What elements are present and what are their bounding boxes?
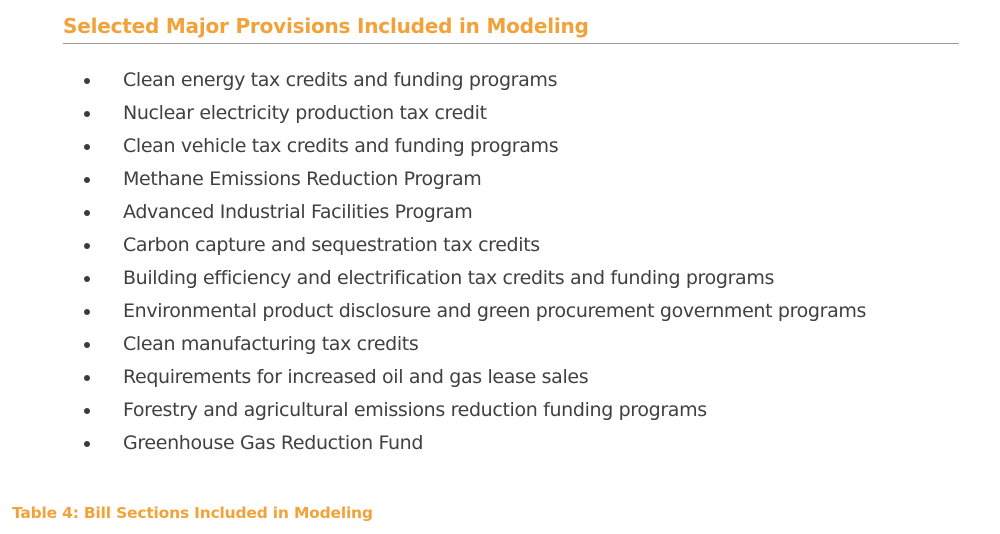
- bullet-icon: [84, 441, 90, 447]
- list-item: [0, 394, 866, 427]
- list-item-text: Clean manufacturing tax credits: [123, 333, 419, 355]
- bullet-icon: [84, 144, 90, 150]
- list-item-text: Carbon capture and sequestration tax credits: [123, 234, 540, 256]
- list-item: [0, 262, 866, 295]
- list-item: [0, 295, 866, 328]
- section-heading: Selected Major Provisions Included in Modeling: [63, 14, 589, 38]
- list-item: [0, 97, 866, 130]
- list-item: [0, 64, 866, 97]
- provisions-list: [0, 64, 866, 460]
- list-item-text: Advanced Industrial Facilities Program: [123, 201, 473, 223]
- list-item-text: Greenhouse Gas Reduction Fund: [123, 432, 424, 454]
- list-item-text: Clean vehicle tax credits and funding programs: [123, 135, 559, 157]
- bullet-icon: [84, 243, 90, 249]
- bullet-icon: [84, 210, 90, 216]
- bullet-icon: [84, 342, 90, 348]
- list-item: [0, 328, 866, 361]
- bullet-icon: [84, 78, 90, 84]
- list-item-text: Forestry and agricultural emissions reduction funding programs: [123, 399, 707, 421]
- table-caption: Table 4: Bill Sections Included in Modeling: [12, 504, 373, 522]
- list-item: [0, 427, 866, 460]
- heading-divider: [63, 43, 959, 44]
- bullet-icon: [84, 111, 90, 117]
- list-item: [0, 361, 866, 394]
- list-item-text: Nuclear electricity production tax credit: [123, 102, 487, 124]
- list-item-text: Requirements for increased oil and gas lease sales: [123, 366, 589, 388]
- list-item-text: Clean energy tax credits and funding programs: [123, 69, 558, 91]
- bullet-icon: [84, 408, 90, 414]
- list-item: [0, 163, 866, 196]
- list-item: [0, 229, 866, 262]
- bullet-icon: [84, 375, 90, 381]
- list-item-text: Environmental product disclosure and green procurement government programs: [123, 300, 867, 322]
- bullet-icon: [84, 177, 90, 183]
- list-item-text: Methane Emissions Reduction Program: [123, 168, 482, 190]
- list-item: [0, 130, 866, 163]
- bullet-icon: [84, 309, 90, 315]
- list-item-text: Building efficiency and electrification tax credits and funding programs: [123, 267, 775, 289]
- list-item: [0, 196, 866, 229]
- bullet-icon: [84, 276, 90, 282]
